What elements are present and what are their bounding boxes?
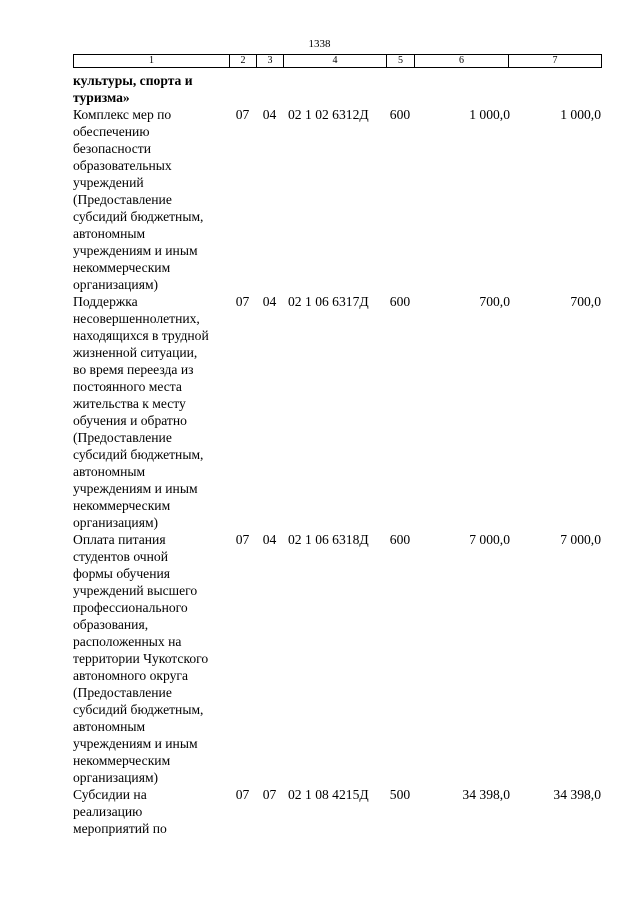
row-amount-1: 700,0: [479, 294, 510, 309]
row-section: 07: [235, 107, 250, 122]
header-col-5: 5: [387, 55, 415, 68]
row-subsection: 04: [262, 532, 277, 547]
row-expense-type: 600: [389, 532, 411, 547]
row-amount-2: 34 398,0: [553, 787, 601, 802]
row-subsection: 07: [262, 787, 277, 802]
row-name: Субсидии на реализацию мероприятий по: [73, 787, 167, 836]
row-section: 07: [235, 532, 250, 547]
row-amount-1: 7 000,0: [469, 532, 510, 547]
row-name: культуры, спорта и туризма»: [73, 73, 193, 105]
row-expense-type: 600: [389, 107, 411, 122]
row-amount-2: 700,0: [570, 294, 601, 309]
row-target-code: 02 1 06 6318Д: [288, 532, 369, 547]
row-section: 07: [235, 787, 250, 802]
table-row: [73, 72, 601, 106]
row-name: Комплекс мер по обеспечению безопасности образовательных учреждений (Предоставление субсидий бюджетным, автономным учреждениям и иным некоммерческим организациям): [73, 107, 204, 292]
row-target-code: 02 1 02 6312Д: [288, 107, 369, 122]
page-number: 1338: [308, 38, 331, 50]
row-target-code: 02 1 08 4215Д: [288, 787, 369, 802]
row-target-code: 02 1 06 6317Д: [288, 294, 369, 309]
row-amount-1: 1 000,0: [469, 107, 510, 122]
table-row: [73, 531, 601, 786]
row-subsection: 04: [262, 107, 277, 122]
row-section: 07: [235, 294, 250, 309]
row-amount-2: 1 000,0: [560, 107, 601, 122]
header-col-3: 3: [257, 55, 284, 68]
row-name: Поддержка несовершеннолетних, находящихся в трудной жизненной ситуации, во время переезда из постоянного места жительства к месту обучения и обратно (Предоставление субсидий бюджетным, автономным учреждениям и иным некоммерческим организациям): [73, 294, 209, 530]
header-col-2: 2: [230, 55, 257, 68]
header-col-4: 4: [284, 55, 387, 68]
header-col-1: 1: [74, 55, 230, 68]
header-col-6: 6: [415, 55, 509, 68]
header-col-7: 7: [509, 55, 602, 68]
budget-table-body: [73, 72, 601, 837]
row-amount-2: 7 000,0: [560, 532, 601, 547]
table-row: [73, 106, 601, 293]
column-number-header: [73, 54, 602, 68]
row-name: Оплата питания студентов очной формы обучения учреждений высшего профессионального образования, расположенных на территории Чукотского автономного округа (Предоставление субсидий бюджетным, автономным учреждениям и иным некоммерческим организациям): [73, 532, 209, 785]
table-row: [73, 293, 601, 531]
row-amount-1: 34 398,0: [462, 787, 510, 802]
row-expense-type: 500: [389, 787, 411, 802]
table-row: [73, 786, 601, 837]
row-subsection: 04: [262, 294, 277, 309]
row-expense-type: 600: [389, 294, 411, 309]
